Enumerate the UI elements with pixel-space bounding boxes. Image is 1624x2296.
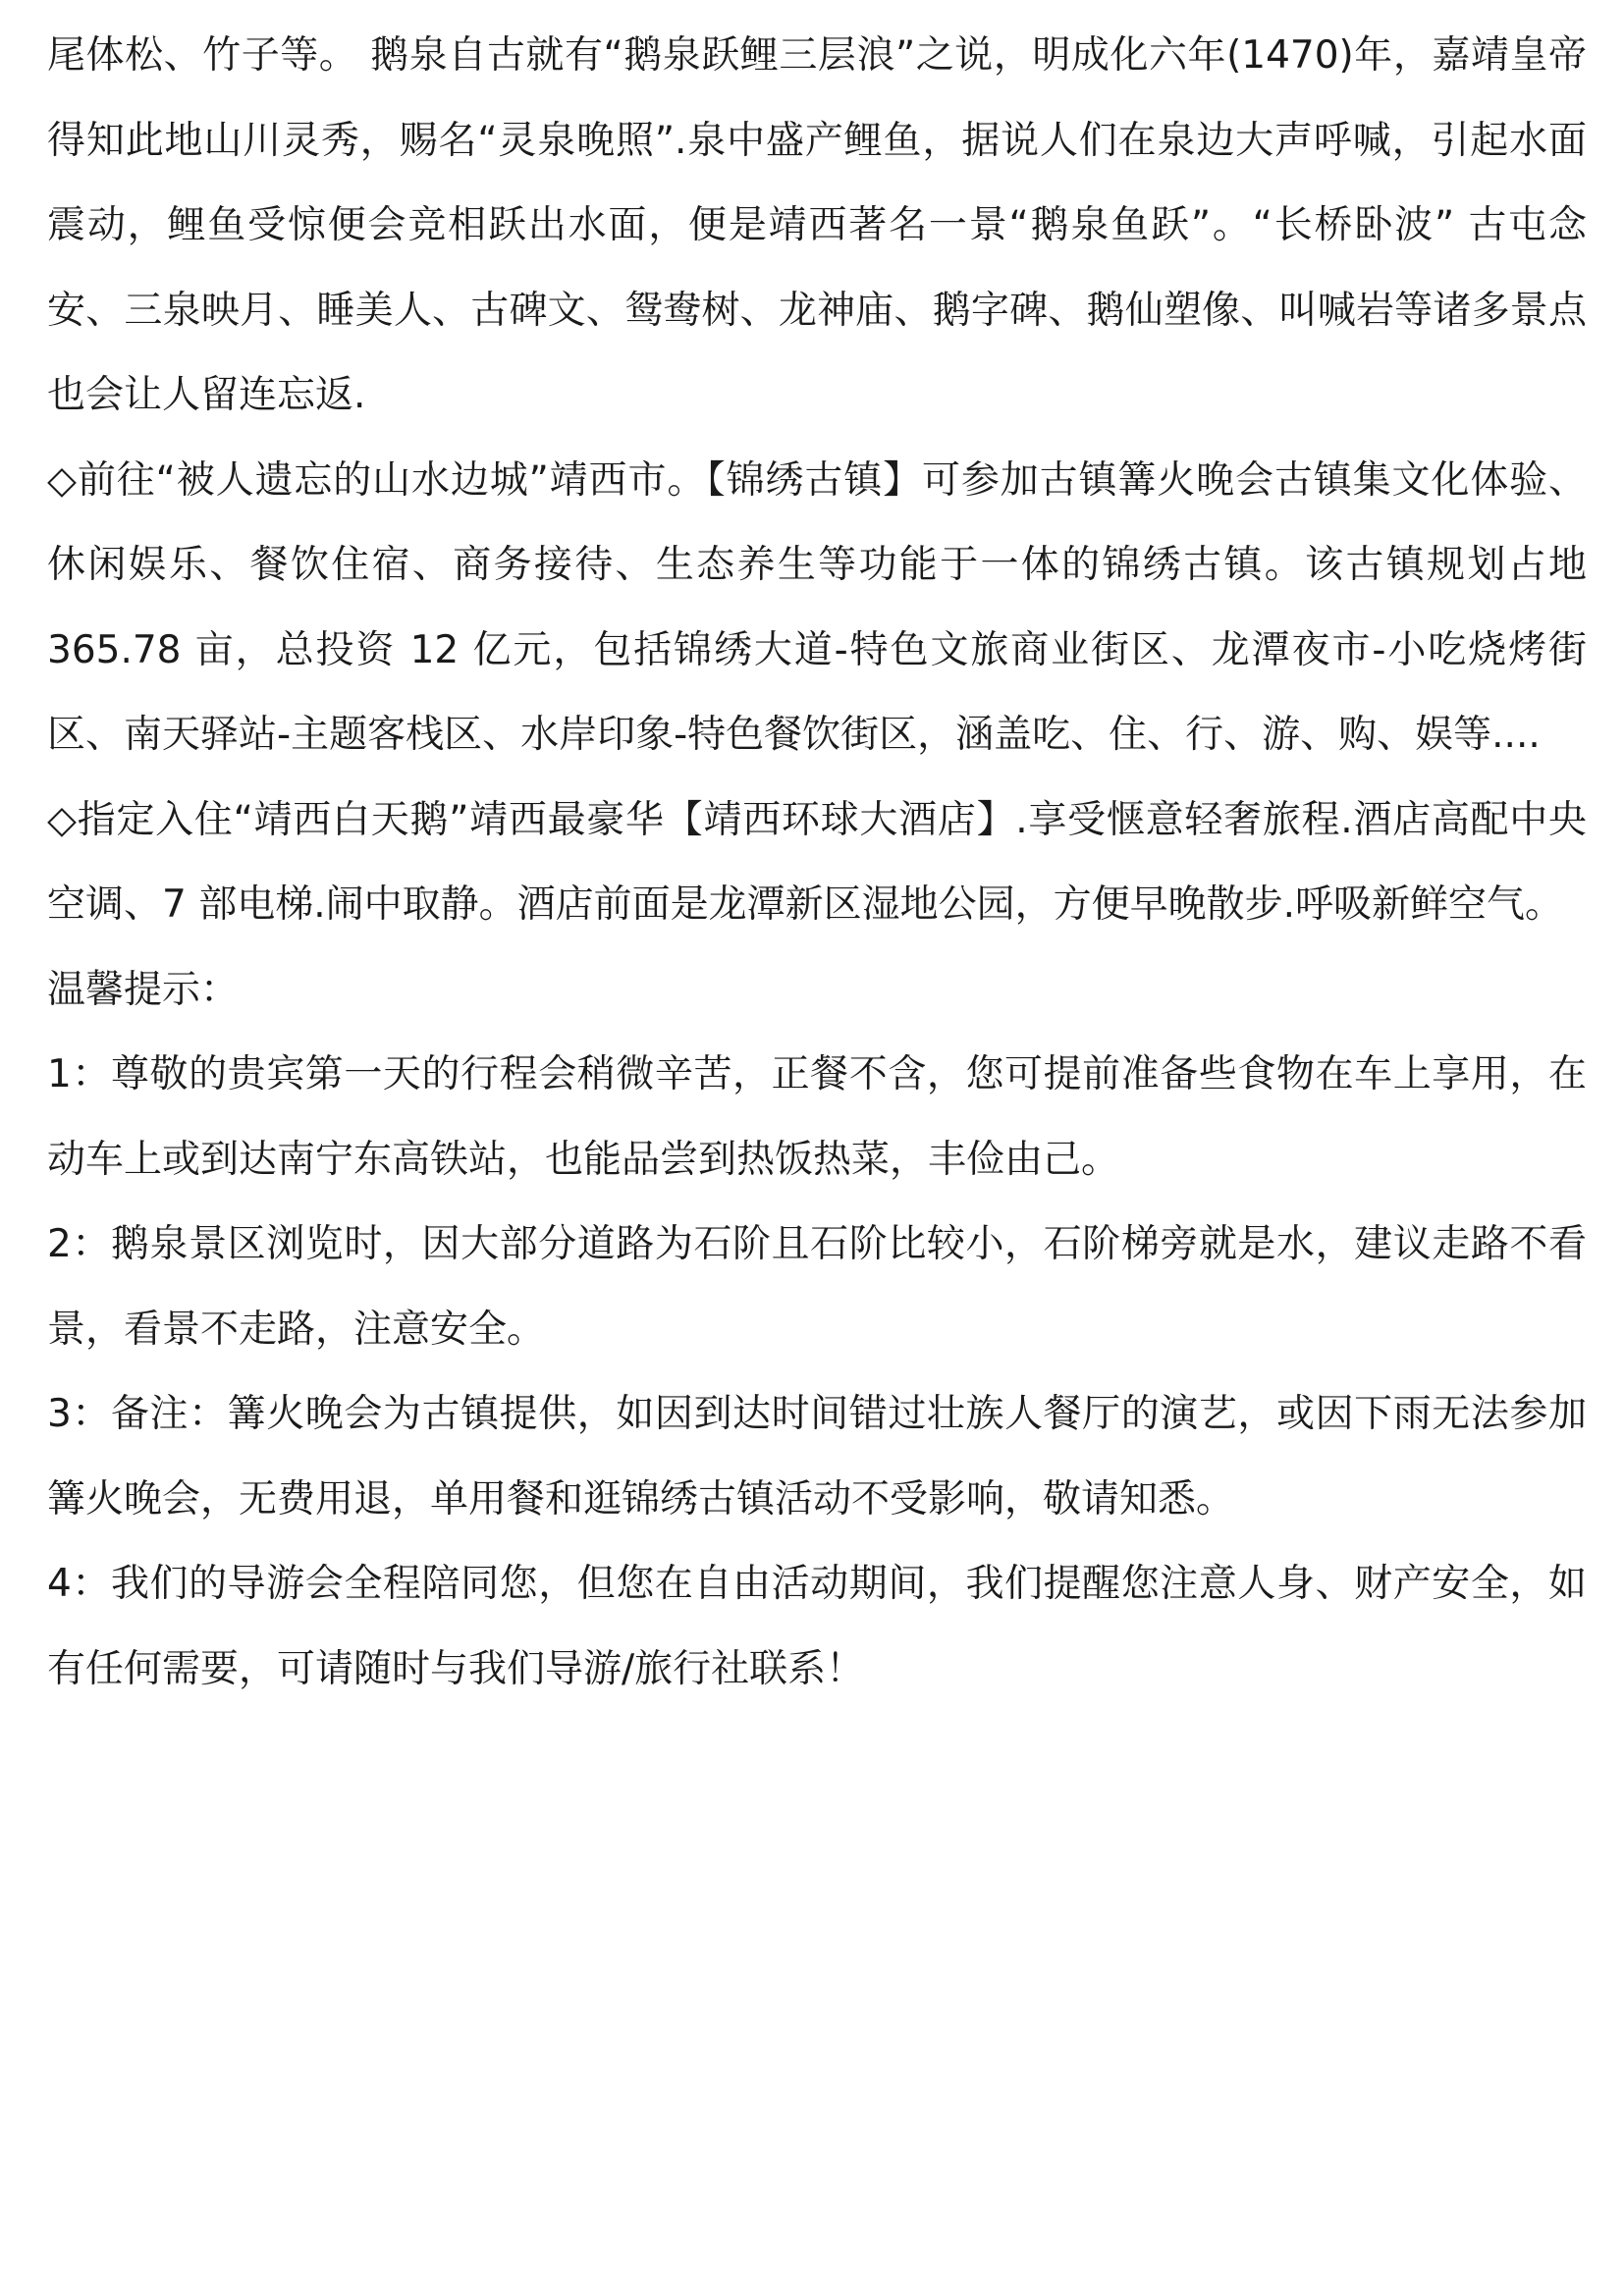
tips-heading: 温馨提示： xyxy=(47,967,240,1012)
paragraph-hotel: ◇指定入住“靖西白天鹅”靖西最豪华【靖西环球大酒店】.享受惬意轻奢旅程.酒店高配中央空调、7 部电梯.闹中取静。酒店前面是龙潭新区湿地公园，方便早晚散步.呼吸新鲜空气。 xyxy=(47,797,1587,927)
tip-item-1: 1：尊敬的贵宾第一天的行程会稍微辛苦，正餐不含，您可提前准备些食物在车上享用，在动车上或到达南宁东高铁站，也能品尝到热饭热菜，丰俭由己。 xyxy=(47,1052,1587,1182)
paragraph-jinxiu-ancient-town: ◇前往“被人遗忘的山水边城”靖西市。【锦绣古镇】可参加古镇篝火晚会古镇集文化体验、休闲娱乐、餐饮住宿、商务接待、生态养生等功能于一体的锦绣古镇。该古镇规划占地 365.78 亩，总投资 12 亿元，包括锦绣大道-特色文旅商业街区、龙潭夜市-小吃烧烤街区、南天驿站-主题客栈区、水岸印象-特色餐饮街区，涵盖吃、住、行、游、购、娱等.... xyxy=(47,457,1587,757)
paragraph-scenic-spots: 尾体松、竹子等。 鹅泉自古就有“鹅泉跃鲤三层浪”之说，明成化六年(1470)年，嘉靖皇帝得知此地山川灵秀，赐名“灵泉晚照”.泉中盛产鲤鱼，据说人们在泉边大声呼喊，引起水面震动，鲤鱼受惊便会竞相跃出水面，便是靖西著名一景“鹅泉鱼跃”。“长桥卧波” 古屯念安、三泉映月、睡美人、古碑文、鸳鸯树、龙神庙、鹅字碑、鹅仙塑像、叫喊岩等诸多景点也会让人留连忘返. xyxy=(47,33,1587,417)
tip-item-3: 3：备注：篝火晚会为古镇提供，如因到达时间错过壮族人餐厅的演艺，或因下雨无法参加篝火晚会，无费用退，单用餐和逛锦绣古镇活动不受影响，敬请知悉。 xyxy=(47,1392,1587,1522)
tip-item-4: 4：我们的导游会全程陪同您，但您在自由活动期间，我们提醒您注意人身、财产安全，如有任何需要，可请随时与我们导游/旅行社联系！ xyxy=(47,1562,1587,1691)
tip-item-2: 2：鹅泉景区浏览时，因大部分道路为石阶且石阶比较小，石阶梯旁就是水，建议走路不看景，看景不走路，注意安全。 xyxy=(47,1222,1587,1352)
document-page xyxy=(47,14,1587,1712)
